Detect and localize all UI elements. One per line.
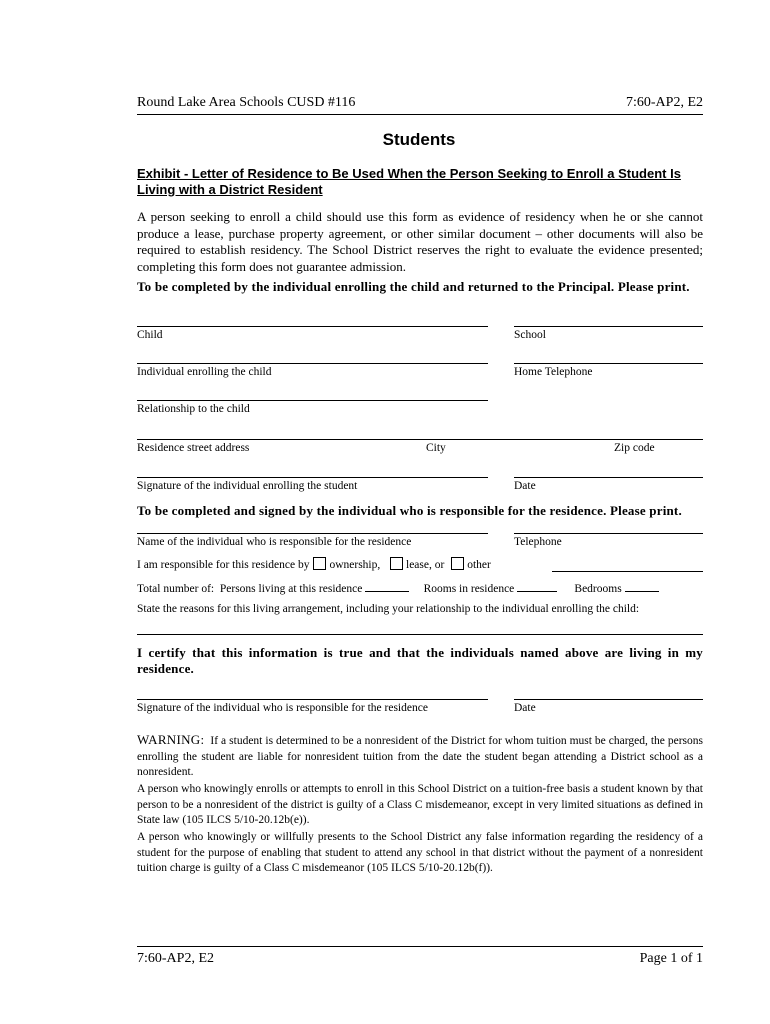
header-code: 7:60-AP2, E2 <box>626 95 703 110</box>
responsible-signature-field[interactable] <box>137 699 488 700</box>
header-district: Round Lake Area Schools CUSD #116 <box>137 95 356 110</box>
child-label: Child <box>137 329 163 341</box>
certification-statement: I certify that this information is true and that the individuals named above are living in my residence. <box>137 645 703 676</box>
individual-field[interactable] <box>137 363 488 364</box>
persons-label: Persons living at this residence <box>219 583 363 595</box>
footer-code: 7:60-AP2, E2 <box>137 951 214 966</box>
page-title: Students <box>382 130 456 149</box>
warning-label: WARNING: <box>137 732 205 747</box>
totals-label: Total number of: <box>137 583 215 595</box>
city-label: City <box>426 442 446 454</box>
other-label: other <box>467 559 491 571</box>
ownership-checkbox[interactable] <box>313 557 326 570</box>
relationship-field[interactable] <box>137 400 488 401</box>
school-field[interactable] <box>514 326 703 327</box>
warning-paragraph <box>137 732 703 781</box>
zip-label: Zip code <box>614 442 655 454</box>
footer-rule <box>137 946 703 947</box>
section1-instruction: To be completed by the individual enrolling the child and returned to the Principal. Please print. <box>137 279 690 294</box>
section2-instruction: To be completed and signed by the individual who is responsible for the residence. Please print. <box>137 503 682 518</box>
lease-checkbox[interactable] <box>390 557 403 570</box>
misdemeanor-paragraph: A person who knowingly enrolls or attempts to enroll in this School District on a tuition-free basis a student known by that person to be a nonresident of the district is guilty of a Class C misdemeanor, except in very limited situations as defined in State law (105 ILCS 5/10-20.12b(e)). <box>137 783 703 826</box>
other-field[interactable] <box>552 571 703 572</box>
street-label: Residence street address <box>137 442 250 454</box>
home-phone-label: Home Telephone <box>514 366 593 378</box>
responsible-date-field[interactable] <box>514 699 703 700</box>
individual-label: Individual enrolling the child <box>137 366 272 378</box>
home-phone-field[interactable] <box>514 363 703 364</box>
address-field[interactable] <box>137 439 703 440</box>
responsible-signature-label: Signature of the individual who is responsible for the residence <box>137 702 428 714</box>
exhibit-subtitle: Exhibit - Letter of Residence to Be Used When the Person Seeking to Enroll a Student Is Living with a District Resident <box>137 166 681 197</box>
child-field[interactable] <box>137 326 488 327</box>
false-info-paragraph: A person who knowingly or willfully presents to the School District any false information regarding the residency of a student for the purpose of enabling that student to attend any school in that district without the payment of a nonresident tuition charge is guilty of a Class C misdemeanor (105 ILCS 5/10-20.12b(f)). <box>137 831 703 874</box>
intro-paragraph: A person seeking to enroll a child should use this form as evidence of residency when he or she cannot produce a lease, purchase property agreement, or other similar document – other documents will also be required to establish residency. The School District reserves the right to evaluate the evidence presented; completing this form does not guarantee admission. <box>137 209 703 274</box>
bedrooms-field[interactable] <box>625 581 659 592</box>
reasons-field[interactable] <box>137 634 703 635</box>
signature-field[interactable] <box>137 477 488 478</box>
totals-row <box>137 581 659 595</box>
responsible-name-field[interactable] <box>137 533 488 534</box>
telephone-label: Telephone <box>514 536 562 548</box>
signature-label: Signature of the individual enrolling the student <box>137 480 358 492</box>
other-checkbox[interactable] <box>451 557 464 570</box>
persons-field[interactable] <box>365 581 409 592</box>
date-field[interactable] <box>514 477 703 478</box>
rooms-label: Rooms in residence <box>423 583 515 595</box>
responsible-name-label: Name of the individual who is responsible for the residence <box>137 536 412 548</box>
responsible-by-row <box>137 557 491 571</box>
responsible-by-label: I am responsible for this residence by <box>137 559 310 571</box>
header-rule <box>137 114 703 115</box>
page-number: Page 1 of 1 <box>639 951 703 966</box>
ownership-label: ownership, <box>329 559 381 571</box>
rooms-field[interactable] <box>517 581 557 592</box>
lease-label: lease, or <box>406 559 445 571</box>
warning-text: If a student is determined to be a nonresident of the District for whom tuition must be charged, the persons enrolling the student are liable for nonresident tuition from the date the student began attending a District school as a nonresident. <box>137 735 704 778</box>
reasons-label: State the reasons for this living arrangement, including your relationship to the individual enrolling the child: <box>137 603 640 615</box>
relationship-label: Relationship to the child <box>137 403 250 415</box>
date-label: Date <box>514 480 536 492</box>
bedrooms-label: Bedrooms <box>574 583 622 595</box>
telephone-field[interactable] <box>514 533 703 534</box>
school-label: School <box>514 329 546 341</box>
responsible-date-label: Date <box>514 702 536 714</box>
